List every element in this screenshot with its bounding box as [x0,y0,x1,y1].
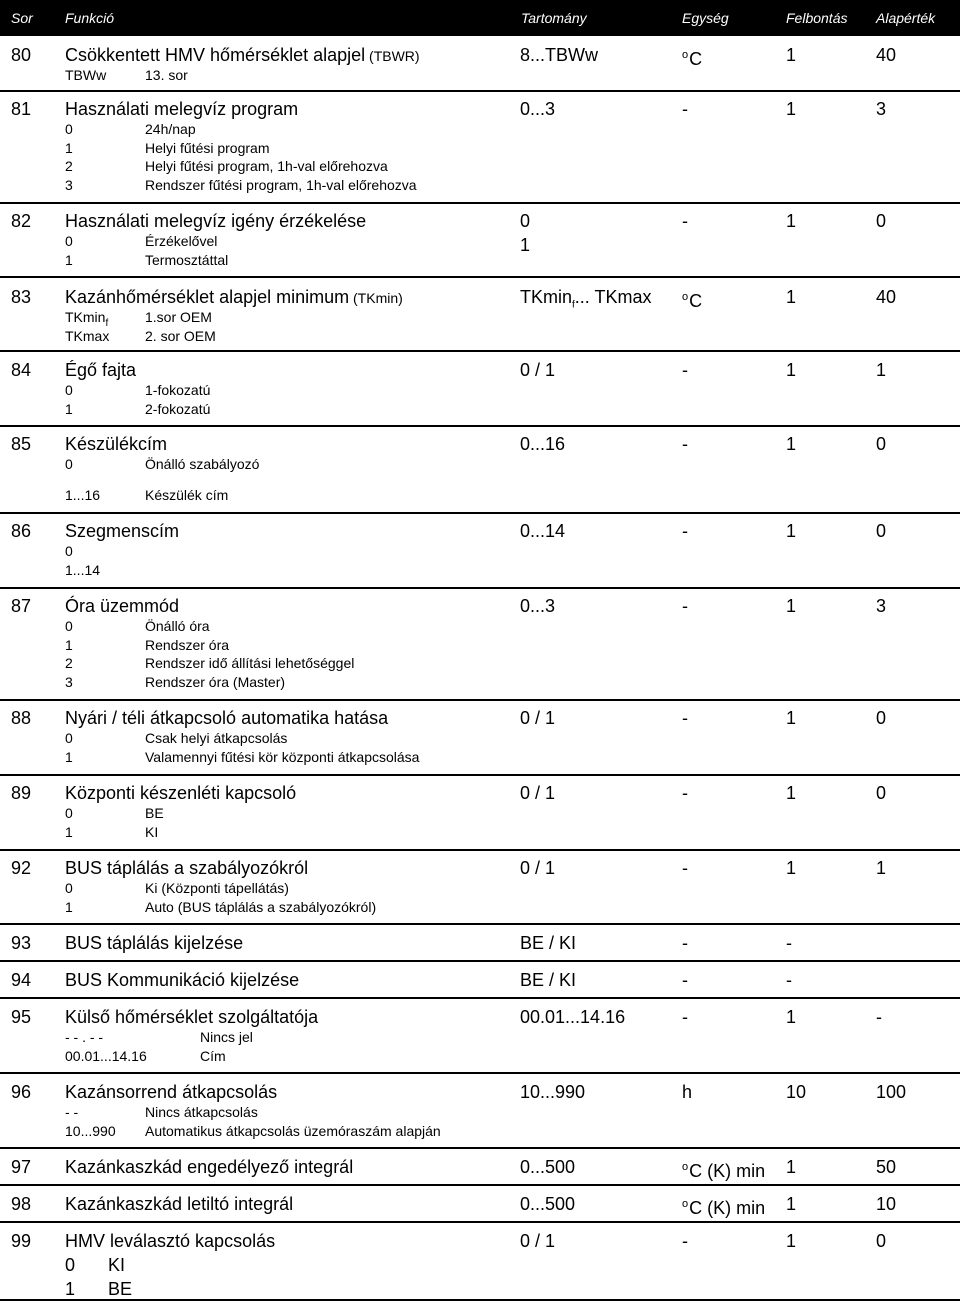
table-row: 80 Csökkentett HMV hőmérséklet alapjel (TBWR) TBWw 13. sor 8...TBWw $^o$C 1 40 [0,36,960,92]
row-range: BE / KI [520,970,577,990]
row-range: 0...14 [520,521,566,541]
row-title: Kazánsorrend átkapcsolás [65,1082,278,1102]
row-unit: - [682,596,688,616]
row-resolution: 1 [786,783,797,803]
row-range: BE / KI [520,933,577,953]
row-title: Égő fajta [65,360,137,380]
row-title: Használati melegvíz program [65,99,299,119]
row-unit: - [682,970,688,990]
table-row: 81 Használati melegvíz program 0 24h/nap 1 Helyi fűtési program 2 Helyi fűtési program, 1h-val előrehozva 3 Rendszer fűtési program, 1h-val előrehozva 0...3 - 1 3 [0,92,960,204]
table-row: 85 Készülékcím 0 Önálló szabályozó 1...16 Készülék cím 0...16 - 1 0 [0,427,960,514]
row-title: BUS táplálás a szabályozókról [65,858,309,878]
row-default: 100 [876,1082,907,1102]
row-resolution: 1 [786,521,797,541]
row-unit: $^o$C (K) min [682,1198,766,1218]
row-resolution: 1 [786,211,797,231]
row-title: HMV leválasztó kapcsolás [65,1231,276,1251]
table-row: 95 Külső hőmérséklet szolgáltatója - - . - - Nincs jel 00.01...14.16 Cím 00.01...14.16 - 1 - [0,999,960,1074]
table-row [0,1149,960,1186]
row-number: 84 [11,360,32,380]
row-range: 0...3 [520,596,556,616]
row-resolution: 1 [786,858,797,878]
row-default: 40 [876,287,897,307]
row-range: 10...990 [520,1082,586,1102]
row-title: Óra üzemmód [65,596,180,616]
row-resolution: 1 [786,434,797,454]
row-number: 87 [11,596,32,616]
table-row: 96 Kazánsorrend átkapcsolás - - Nincs átkapcsolás 10...990 Automatikus átkapcsolás üzemóraszám alapján 10...990 h 10 100 [0,1074,960,1149]
row-unit: - [682,783,688,803]
table-header [0,0,960,36]
row-title: Központi készenléti kapcsoló [65,783,297,803]
row-range: 0 / 1 [520,858,556,878]
row-unit: - [682,434,688,454]
row-range: 00.01...14.16 [520,1007,626,1027]
row-number: 81 [11,99,32,119]
row-number: 80 [11,45,32,65]
table-row: 82 Használati melegvíz igény érzékelése 0 Érzékelővel 1 Termosztáttal 0 1 - 1 0 [0,204,960,278]
table-row: 83 Kazánhőmérséklet alapjel minimum (TKmin) TKmin$_f$ 1.sor OEM TKmax 2. sor OEM TKmin$_f$... TKmax $^o$C 1 40 [0,278,960,352]
row-range: 0...16 [520,434,566,454]
row-unit: h [682,1082,693,1102]
row-unit: - [682,933,688,953]
table-row: 86 Szegmenscím 0 1...14 0...14 - 1 0 [0,514,960,589]
row-range: 0 / 1 [520,1231,556,1251]
table-row: 99 HMV leválasztó kapcsolás 0 KI 1 BE 0 / 1 - 1 0 [0,1223,960,1301]
row-range: 0 / 1 [520,360,556,380]
row-resolution: - [786,970,792,990]
row-unit: - [682,521,688,541]
row-resolution: 1 [786,1194,797,1214]
row-number: 88 [11,708,32,728]
row-unit: - [682,211,688,231]
row-resolution: 1 [786,99,797,119]
row-number: 85 [11,434,32,454]
table-row [0,925,960,962]
row-unit: - [682,708,688,728]
row-range: TKmin$_f$... TKmax [520,287,652,311]
header-funkcio: Funkció [65,10,115,26]
row-unit: - [682,99,688,119]
row-resolution: 1 [786,1007,797,1027]
row-default: 0 [876,521,887,541]
row-title: Szegmenscím [65,521,180,541]
row-number: 82 [11,211,32,231]
table-row: 89 Központi készenléti kapcsoló 0 BE 1 KI 0 / 1 - 1 0 [0,776,960,851]
row-unit: $^o$C (K) min [682,1161,766,1181]
row-default: 3 [876,596,887,616]
row-unit: - [682,360,688,380]
table-row [0,1186,960,1223]
row-default: 1 [876,858,887,878]
row-default: 1 [876,360,887,380]
row-resolution: 1 [786,708,797,728]
row-default: - [876,1007,882,1027]
row-resolution: 10 [786,1082,807,1102]
row-default: 3 [876,99,887,119]
row-number: 83 [11,287,32,307]
row-default: 0 [876,1231,887,1251]
row-title: Nyári / téli átkapcsoló automatika hatása [65,708,389,728]
row-resolution: 1 [786,45,797,65]
row-title: Csökkentett HMV hőmérséklet alapjel (TBWR) [65,45,420,65]
row-title: Készülékcím [65,434,168,454]
header-egyseg: Egység [682,10,729,26]
row-range: 8...TBWw [520,45,599,65]
header-tartomany: Tartomány [521,10,587,26]
row-title: Használati melegvíz igény érzékelése [65,211,367,231]
row-title: BUS Kommunikáció kijelzése [65,970,300,990]
table-row: 88 Nyári / téli átkapcsoló automatika hatása 0 Csak helyi átkapcsolás 1 Valamennyi fűtési kör központi átkapcsolása 0 / 1 - 1 0 [0,701,960,776]
row-number: 93 [11,933,32,953]
table-row [0,962,960,999]
header-sor: Sor [11,10,33,26]
row-range: 0...3 [520,99,556,119]
row-resolution: - [786,933,792,953]
row-title: BUS táplálás kijelzése [65,933,244,953]
row-range: 0...500 [520,1194,576,1214]
row-title: Kazánhőmérséklet alapjel minimum (TKmin) [65,287,403,307]
row-default: 0 [876,434,887,454]
row-default: 0 [876,708,887,728]
table-row: 84 Égő fajta 0 1-fokozatú 1 2-fokozatú 0 / 1 - 1 1 [0,352,960,427]
row-resolution: 1 [786,360,797,380]
row-resolution: 1 [786,596,797,616]
row-number: 97 [11,1157,32,1177]
row-title: Kazánkaszkád letiltó integrál [65,1194,294,1214]
row-title: Kazánkaszkád engedélyező integrál [65,1157,354,1177]
header-alapertek: Alapérték [876,10,936,26]
row-unit: $^o$C [682,49,703,69]
row-range: 0 / 1 [520,783,556,803]
table-row: 92 BUS táplálás a szabályozókról 0 Ki (Központi tápellátás) 1 Auto (BUS táplálás a szabályozókról) 0 / 1 - 1 1 [0,851,960,925]
row-number: 96 [11,1082,32,1102]
row-default: 0 [876,783,887,803]
row-range: 0 1 [520,211,531,255]
row-range: 0 / 1 [520,708,556,728]
row-number: 86 [11,521,32,541]
row-range: 0...500 [520,1157,576,1177]
row-title: Külső hőmérséklet szolgáltatója [65,1007,319,1027]
row-default: 0 [876,211,887,231]
row-resolution: 1 [786,1157,797,1177]
row-resolution: 1 [786,1231,797,1251]
row-default: 10 [876,1194,897,1214]
row-number: 98 [11,1194,32,1214]
row-number: 99 [11,1231,32,1251]
row-number: 92 [11,858,32,878]
row-unit: $^o$C [682,291,703,311]
row-default: 50 [876,1157,897,1177]
row-unit: - [682,1007,688,1027]
header-felbontas: Felbontás [786,10,848,26]
row-default: 40 [876,45,897,65]
table-row: 87 Óra üzemmód 0 Önálló óra 1 Rendszer óra 2 Rendszer idő állítási lehetőséggel 3 Rendszer óra (Master) 0...3 - 1 3 [0,589,960,701]
row-number: 95 [11,1007,32,1027]
row-number: 89 [11,783,32,803]
row-unit: - [682,858,688,878]
row-unit: - [682,1231,688,1251]
row-number: 94 [11,970,32,990]
row-resolution: 1 [786,287,797,307]
